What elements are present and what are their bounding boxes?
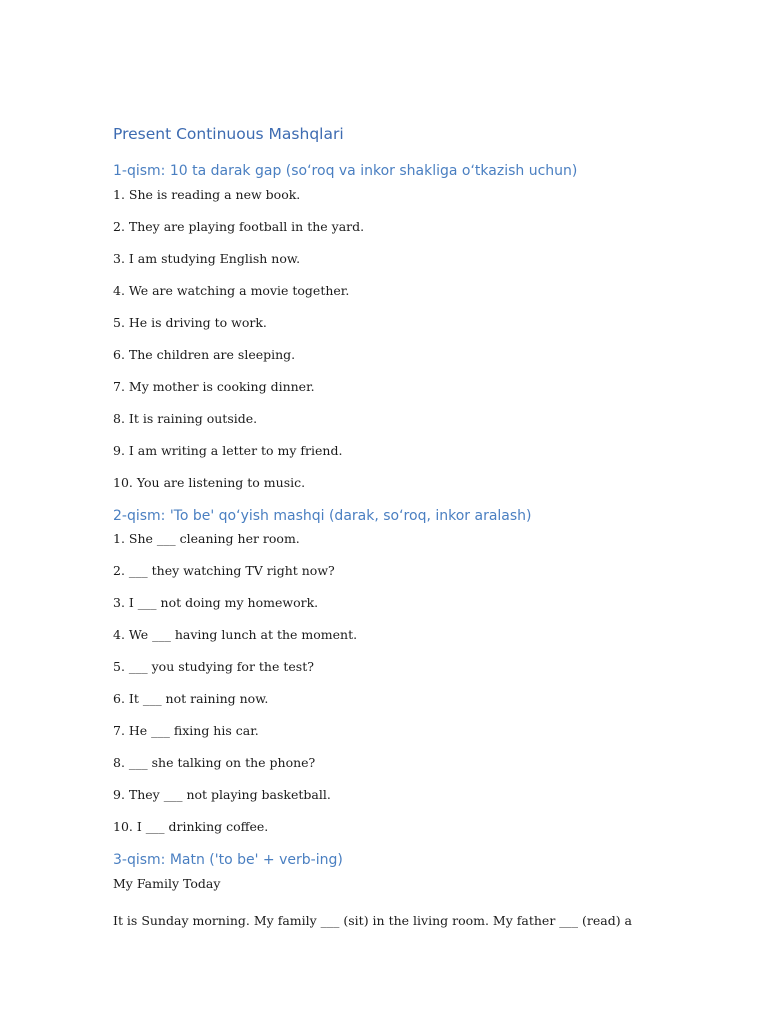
section-1-item: 1. She is reading a new book. bbox=[113, 187, 301, 202]
section-1-item: 4. We are watching a movie together. bbox=[113, 283, 350, 298]
section-2-item: 7. He ___ fixing his car. bbox=[113, 723, 259, 738]
section-3-subtitle: My Family Today bbox=[113, 876, 221, 891]
section-3-heading: 3-qism: Matn ('to be' + verb-ing) bbox=[113, 852, 343, 868]
section-1-item: 5. He is driving to work. bbox=[113, 315, 267, 330]
section-1-item: 9. I am writing a letter to my friend. bbox=[113, 443, 343, 458]
section-2-item: 3. I ___ not doing my homework. bbox=[113, 595, 319, 610]
document-title: Present Continuous Mashqlari bbox=[113, 125, 344, 143]
section-1-item: 2. They are playing football in the yard. bbox=[113, 219, 365, 234]
section-1-item: 8. It is raining outside. bbox=[113, 411, 258, 426]
section-2-item: 4. We ___ having lunch at the moment. bbox=[113, 627, 358, 642]
section-3-paragraph: It is Sunday morning. My family ___ (sit) in the living room. My father ___ (read) a bbox=[113, 913, 632, 928]
section-2-heading: 2-qism: 'To be' qo‘yish mashqi (darak, so‘roq, inkor aralash) bbox=[113, 508, 532, 524]
section-1-item: 6. The children are sleeping. bbox=[113, 347, 296, 362]
section-1-item: 7. My mother is cooking dinner. bbox=[113, 379, 315, 394]
section-2-item: 1. She ___ cleaning her room. bbox=[113, 531, 300, 546]
section-2-item: 8. ___ she talking on the phone? bbox=[113, 755, 316, 770]
section-1-item: 10. You are listening to music. bbox=[113, 475, 306, 490]
section-1-item: 3. I am studying English now. bbox=[113, 251, 301, 266]
section-2-item: 9. They ___ not playing basketball. bbox=[113, 787, 331, 802]
section-2-item: 6. It ___ not raining now. bbox=[113, 691, 269, 706]
section-1-heading: 1-qism: 10 ta darak gap (so‘roq va inkor shakliga o‘tkazish uchun) bbox=[113, 163, 578, 179]
section-2-item: 10. I ___ drinking coffee. bbox=[113, 819, 269, 834]
section-2-item: 5. ___ you studying for the test? bbox=[113, 659, 314, 674]
section-2-item: 2. ___ they watching TV right now? bbox=[113, 563, 335, 578]
